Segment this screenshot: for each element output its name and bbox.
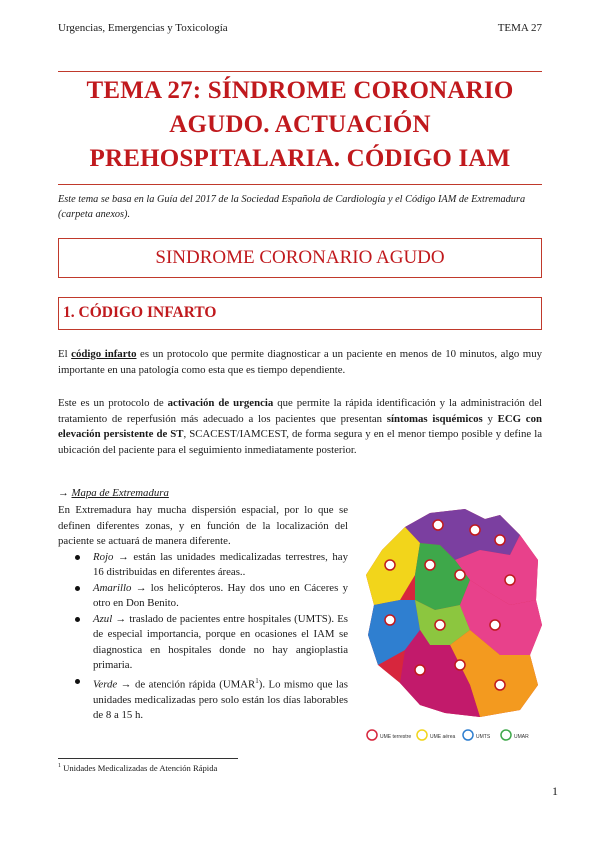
map-marker xyxy=(435,620,445,630)
legend-marker-ume-terrestre xyxy=(367,730,377,740)
p2-text-c: que permite la rápida identificación y la administración del tratamiento de reperfusión más adecuado a los pacientes que presentan xyxy=(58,397,542,425)
p2-text-g: , SCACEST/IAMCEST, de forma segura y en el menor tiempo posible y define la ubicación del paciente para el seguimiento inmediatamente posterior. xyxy=(58,428,543,456)
p2-bold-d: síntomas isquémicos xyxy=(386,412,483,425)
map-marker xyxy=(425,560,435,570)
title-line-3: PREHOSPITALARIA. CÓDIGO IAM xyxy=(89,145,511,172)
legend-marker-umts xyxy=(463,730,473,740)
map-marker xyxy=(490,620,500,630)
legend-label-ume-terrestre: UME terrestre xyxy=(380,734,412,740)
bullet-icon xyxy=(75,555,80,560)
map-legend xyxy=(367,730,529,740)
p2-text-a: Este es un protocolo de xyxy=(58,397,168,409)
footnote-text: Unidades Medicalizadas de Atención Rápida xyxy=(61,763,218,773)
legend-label-umar: UMAR xyxy=(514,734,529,740)
bullet-icon xyxy=(75,679,80,684)
list-item xyxy=(93,581,348,612)
map-marker xyxy=(385,615,395,625)
intro-note: Este tema se basa en la Guía del 2017 de la Sociedad Española de Cardiología y el Código IAM de Extremadura (carpeta anexos). xyxy=(58,194,526,220)
zone-text: → traslado de pacientes entre hospitales (UMTS). Es de especial importancia, porque en ocasiones el IAM se diagnostica en hospitales donde no hay angioplastia primaria. xyxy=(93,612,348,671)
running-header-left: Urgencias, Emergencias y Toxicología xyxy=(58,22,228,34)
map-marker xyxy=(433,520,443,530)
list-item xyxy=(93,550,348,581)
p2-bold-f: ECG con elevación persistente de ST xyxy=(58,412,543,440)
legend-marker-umar xyxy=(501,730,511,740)
zone-text-rest: ). Lo mismo que las unidades medicalizadas pero solo están los días laborables de 8 a 15 h. xyxy=(93,678,348,722)
extremadura-map xyxy=(360,505,545,750)
legend-label-umts: UMTS xyxy=(476,734,491,740)
map-marker xyxy=(455,660,465,670)
title-top-rule xyxy=(58,71,542,72)
zone-term: Amarillo xyxy=(93,581,132,594)
page-number: 1 xyxy=(552,784,558,798)
legend-marker-ume-aerea xyxy=(417,730,427,740)
arrow-icon: → xyxy=(58,487,72,499)
map-marker xyxy=(385,560,395,570)
map-heading xyxy=(58,487,169,499)
footnote-rule xyxy=(58,758,238,759)
title-line-2: AGUDO. ACTUACIÓN xyxy=(169,111,431,138)
list-item xyxy=(93,612,348,674)
zone-text: → están las unidades medicalizadas terrestres, hay 16 distribuidas en diferentes áreas.. xyxy=(93,550,348,578)
p1-bold-term: código infarto xyxy=(71,348,137,360)
p1-text-rest: es un protocolo que permite diagnosticar a un paciente en menos de 10 minutos, algo muy importante en una patología como esta que es tiempo dependiente. xyxy=(58,348,542,376)
map-description xyxy=(58,503,348,724)
map-heading-text: Mapa de Extremadura xyxy=(71,487,169,499)
zone-term: Azul xyxy=(93,612,113,625)
title-line-1: TEMA 27: SÍNDROME CORONARIO xyxy=(86,77,514,104)
map-svg xyxy=(360,505,545,750)
bullet-icon xyxy=(75,617,80,622)
page-title xyxy=(58,74,542,176)
map-intro-text: En Extremadura hay mucha dispersión espacial, por lo que se definen diferentes zonas, y en función de la localización del paciente se actuará de manera diferente. xyxy=(58,504,348,547)
running-header-right: TEMA 27 xyxy=(497,22,542,34)
zone-term: Verde xyxy=(93,678,118,691)
zone-text: → de atención rápida (UMAR xyxy=(117,678,256,691)
map-marker xyxy=(495,680,505,690)
map-marker xyxy=(495,535,505,545)
map-marker xyxy=(415,665,425,675)
map-marker xyxy=(455,570,465,580)
p2-bold-b: activación de urgencia xyxy=(167,397,274,409)
zone-term: Rojo xyxy=(93,550,114,563)
subsection-title: 1. CÓDIGO INFARTO xyxy=(58,297,542,330)
bullet-icon xyxy=(75,586,80,591)
map-marker xyxy=(505,575,515,585)
p2-text-e: y xyxy=(482,412,498,425)
footnote-ref: 1 xyxy=(255,676,259,685)
zone-text: → los helicópteros. Hay dos uno en Cáceres y otro en Don Benito. xyxy=(93,581,348,609)
paragraph-codigo-infarto xyxy=(58,347,542,378)
footnote xyxy=(58,763,217,773)
legend-label-ume-aerea: UME aérea xyxy=(430,734,456,740)
p1-text: El xyxy=(58,348,72,360)
map-marker xyxy=(470,525,480,535)
section-title: SINDROME CORONARIO AGUDO xyxy=(58,238,542,278)
zone-list xyxy=(58,550,348,724)
paragraph-activacion xyxy=(58,396,542,458)
title-bottom-rule xyxy=(58,184,542,185)
footnote-number: 1 xyxy=(58,763,61,770)
list-item xyxy=(93,674,348,724)
